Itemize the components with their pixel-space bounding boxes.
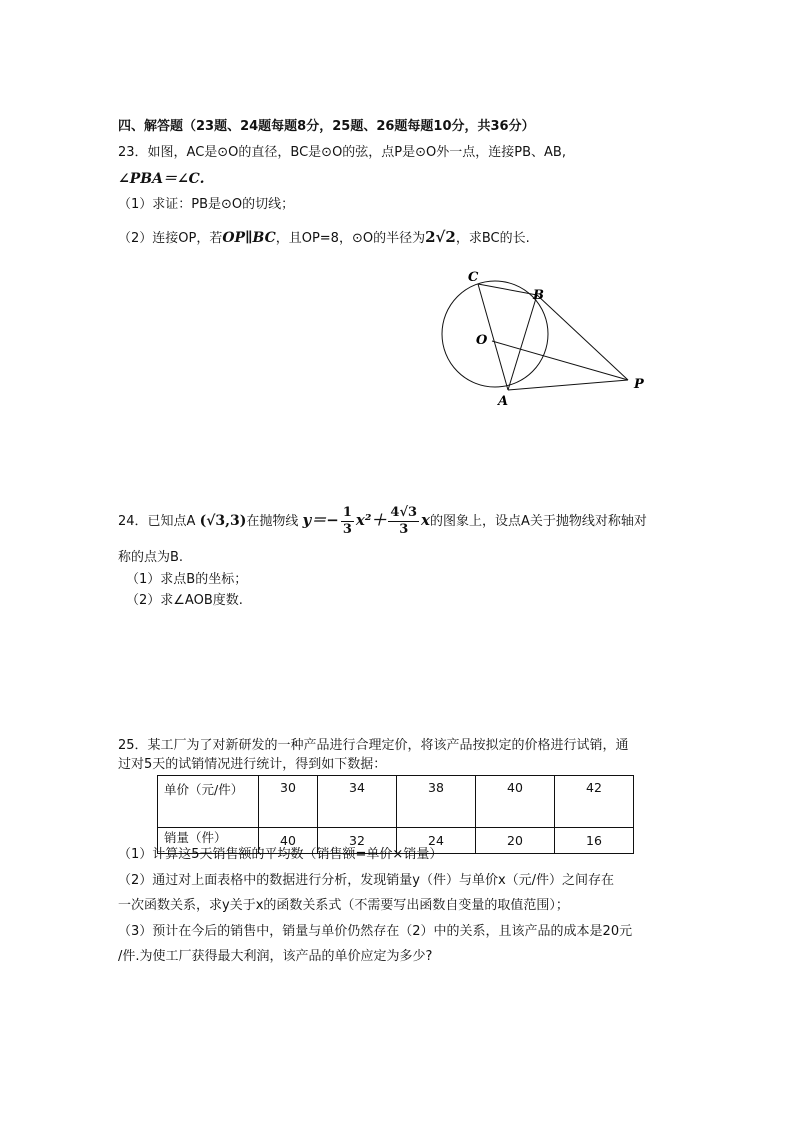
q23-line2: ∠PBA＝∠C.	[118, 171, 205, 187]
table-row-price	[158, 776, 634, 828]
sales-cell: 40	[259, 828, 318, 854]
sales-cell: 24	[397, 828, 476, 854]
q24-point: (√3,3)	[199, 513, 247, 529]
price-cell: 42	[555, 776, 634, 828]
q24-text-b: 在抛物线	[246, 514, 299, 529]
price-sales-table	[157, 775, 634, 854]
q25-line2: 过对5天的试销情况进行统计，得到如下数据：	[118, 757, 387, 772]
q25-part3-line2: /件.为使工厂获得最大利润，该产品的单价应定为多少?	[118, 949, 433, 964]
q24-text-c: 的图象上，设点A关于抛物线对称轴对	[430, 514, 647, 529]
label-b: B	[533, 288, 544, 303]
q23-part2-text-c: ，求BC的长.	[455, 231, 530, 246]
price-cell: 30	[259, 776, 318, 828]
price-label: 单价（元/件）	[158, 776, 259, 828]
q25-part3-line1: （3）预计在今后的销售中，销量与单价仍然存在（2）中的关系，且该产品的成本是20元	[118, 924, 633, 939]
q24-line2: 称的点为B.	[118, 550, 184, 565]
segment-ba	[508, 295, 537, 390]
q23-part2-text-a: （2）连接OP，若	[118, 231, 223, 246]
price-cell: 40	[476, 776, 555, 828]
q23-part2-op: OP∥BC	[222, 230, 276, 246]
q24-line1	[118, 500, 647, 542]
sales-cell: 20	[476, 828, 555, 854]
q25-line1: 25．某工厂为了对新研发的一种产品进行合理定价，将该产品按拟定的价格进行试销，通	[118, 738, 629, 753]
q24-part1: （1）求点B的坐标；	[126, 572, 248, 587]
circle-figure	[420, 262, 660, 412]
label-a: A	[498, 394, 509, 409]
q24-eq-y: y＝−	[302, 511, 339, 529]
q24-text-a: 24．已知点A	[118, 514, 196, 529]
q24-frac2-den: 3	[399, 522, 409, 537]
q23-part1: （1）求证：PB是⊙O的切线；	[118, 197, 295, 212]
segment-cb	[478, 284, 537, 295]
q25-part1: （1）计算这5天销售额的平均数（销售额=单价×销量）	[118, 847, 443, 862]
q24-eq-x2: x²＋	[355, 511, 387, 529]
q24-frac2-num: 4√3	[390, 505, 418, 520]
label-p: P	[634, 377, 644, 392]
label-o: O	[476, 333, 488, 348]
segment-ap	[508, 380, 628, 390]
q23-part2-text-b: ，且OP=8，⊙O的半径为	[275, 231, 426, 246]
q23-line1: 23．如图，AC是⊙O的直径，BC是⊙O的弦，点P是⊙O外一点，连接PB、AB,	[118, 145, 566, 160]
q24-eq-x: x	[421, 511, 430, 529]
sales-cell: 16	[555, 828, 634, 854]
price-cell: 34	[318, 776, 397, 828]
q25-part2-line2: 一次函数关系，求y关于x的函数关系式（不需要写出函数自变量的取值范围）；	[118, 898, 569, 913]
q24-frac1-num: 1	[342, 505, 352, 520]
q25-part2-line1: （2）通过对上面表格中的数据进行分析，发现销量y（件）与单价x（元/件）之间存在	[118, 873, 615, 888]
section-title: 四、解答题（23题、24题每题8分，25题、26题每题10分，共36分）	[118, 119, 535, 134]
q24-frac1	[341, 505, 354, 538]
label-c: C	[468, 270, 479, 285]
q24-part2: （2）求∠AOB度数.	[126, 593, 243, 608]
sales-label: 销量（件）	[158, 828, 259, 854]
q24-frac2	[388, 505, 419, 538]
sales-cell: 32	[318, 828, 397, 854]
q24-frac1-den: 3	[342, 522, 352, 537]
price-cell: 38	[397, 776, 476, 828]
q23-part2	[118, 228, 530, 248]
q23-radius: 2√2	[425, 228, 456, 246]
